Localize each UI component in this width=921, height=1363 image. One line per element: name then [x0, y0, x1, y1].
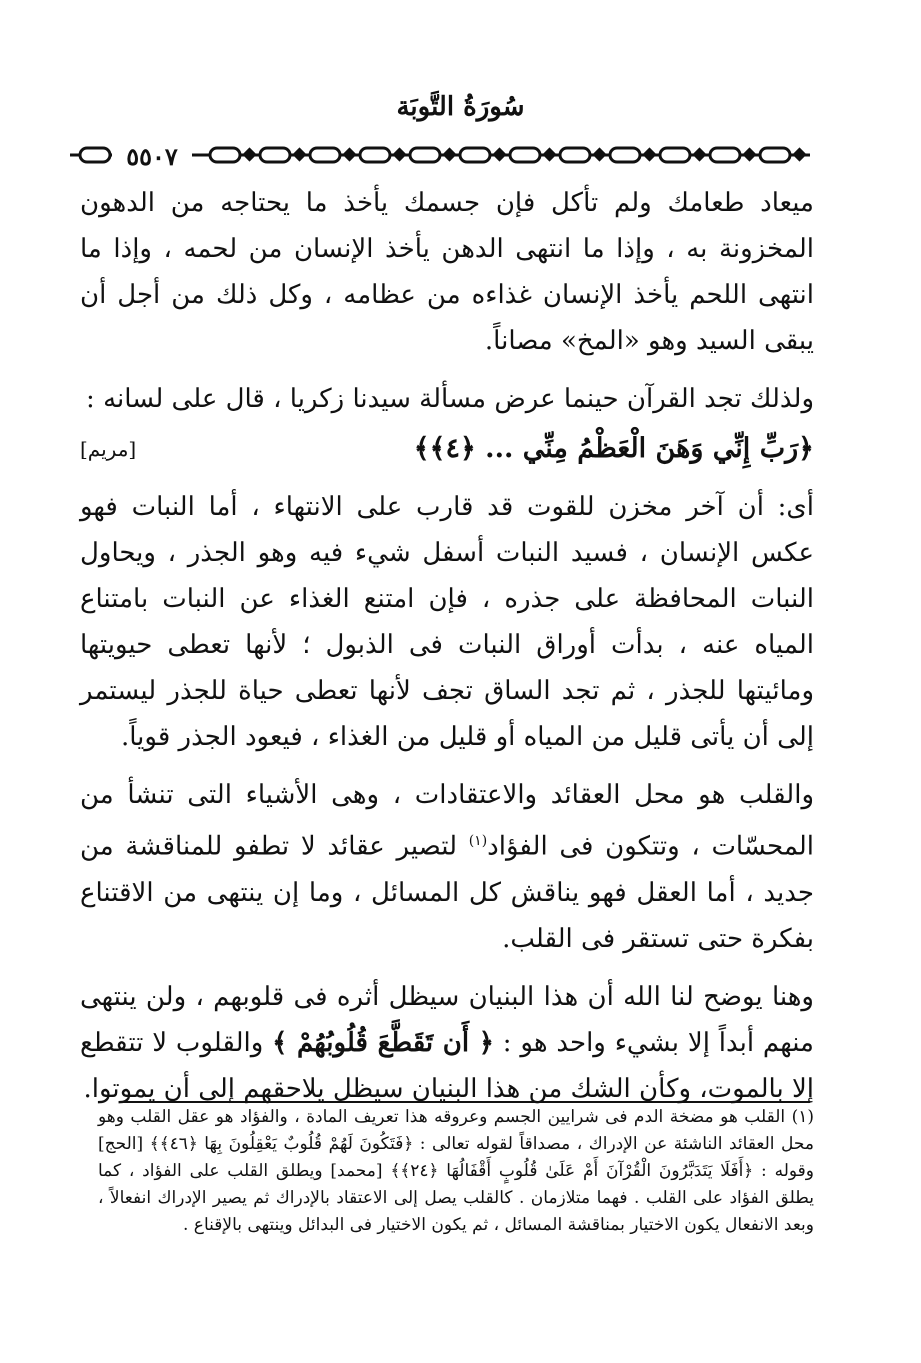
footnote-text: (١) القلب هو مضخة الدم فى شرايين الجسم وعروقه هذا تعريف المادة ، والفؤاد هو عقل القلب وهو محل العقائد الناشئة عن الإدراك ، مصداقاً لقوله تعالى : ﴿فَتَكُونَ لَهُمْ قُلُوبٌ يَعْقِلُونَ بِهَا ﴿٤٦﴾﴾ [الحج] وقوله : ﴿أَفَلَا يَتَدَبَّرُونَ الْقُرْآنَ أَمْ عَلَىٰ قُلُوبٍ أَقْفَالُهَا ﴿٢٤﴾﴾ [محمد] ويطلق القلب على الفؤاد ، كما يطلق الفؤاد على القلب . فهما متلازمان . كالقلب يصل إلى الاعتقاد بالإدراك ثم يصير الإدراك انفعالاً ، وبعد الانفعال يكون الاختيار بمناقشة المسائل ، ثم يكون الاختيار فى البدائل وينتهى بالإقناع .: [98, 1107, 814, 1235]
chain-diamond: [445, 150, 455, 160]
chain-link: [510, 148, 540, 162]
chain-link: [360, 148, 390, 162]
chain-diamond: [795, 150, 805, 160]
surah-title: سُورَةُ التَّوبَة: [396, 92, 525, 122]
chain-diamond: [345, 150, 355, 160]
page-number: ٥٥٠٧: [112, 142, 192, 171]
verse-line: [80, 426, 814, 472]
paragraph-3: أى: أن آخر مخزن للقوت قد قارب على الانتهاء ، أما النبات فهو عكس الإنسان ، فسيد النبات أسفل شيء فيه وهو الجذر ، ويحاول النبات المحافظة على جذره ، فإن امتنع الغذاء عن النبات بامتناع المياه عنه ، بدأت أوراق النبات فى الذبول ؛ لأنها تعطى حيويتها ومائيتها للجذر ، ثم تجد الساق تجف لأنها تعطى حياة للجذر ليستمر إلى أن يأتى قليل من المياه أو قليل من الغذاء ، فيعود الجذر قوياً.: [80, 492, 814, 752]
chain-diamond: [295, 150, 305, 160]
chain-link: [710, 148, 740, 162]
quran-verse: ﴿رَبِّ إِنِّي وَهَنَ الْعَظْمُ مِنِّي ... ﴿٤﴾﴾: [413, 433, 814, 464]
chain-link: [760, 148, 790, 162]
chain-link: [80, 148, 110, 162]
paragraph-1: ميعاد طعامك ولم تأكل فإن جسمك يأخذ ما يحتاجه من الدهون المخزونة به ، وإذا ما انتهى الدهن يأخذ الإنسان من لحمه ، وإذا ما انتهى اللحم يأخذ الإنسان غذاءه من عظامه ، وكل ذلك من أجل أن يبقى السيد وهو «المخ» مصاناً.: [80, 188, 814, 356]
chain-link: [210, 148, 240, 162]
footnote: [98, 1104, 814, 1239]
chain-diamond: [495, 150, 505, 160]
footnote-separator: [120, 1101, 810, 1103]
paragraph-4-start: والقلب هو محل العقائد والاعتقادات ، وهى الأشياء التى تنشأ من المحسّات ، وتتكون فى الفؤاد: [80, 780, 814, 862]
chain-link: [560, 148, 590, 162]
chain-diamond: [695, 150, 705, 160]
chain-diamond: [395, 150, 405, 160]
paragraph-5: [80, 974, 814, 1112]
chain-link: [460, 148, 490, 162]
chain-link: [410, 148, 440, 162]
verse-reference: [مريم]: [80, 437, 137, 461]
chain-diamond: [595, 150, 605, 160]
main-text: [80, 180, 814, 1124]
chain-link: [610, 148, 640, 162]
chain-diamond: [545, 150, 555, 160]
paragraph-4-end: لتصير عقائد لا تطفو للمناقشة من جديد ، أما العقل فهو يناقش كل المسائل ، وما إن ينتهى من الاقتناع بفكرة حتى تستقر فى القلب.: [80, 831, 814, 954]
chain-diamond: [645, 150, 655, 160]
paragraph-5-start: وهنا يوضح لنا الله أن هذا البنيان سيظل أثره فى قلوبهم ، ولن ينتهى منهم أبداً إلا بشيء واحد هو :: [80, 981, 814, 1058]
chain-link: [310, 148, 340, 162]
inline-verse: ﴿ أَن تَقَطَّعَ قُلُوبُهُمْ ﴾: [272, 1027, 494, 1058]
chain-diamond: [745, 150, 755, 160]
footnote-marker: (١): [468, 833, 488, 849]
chain-link: [660, 148, 690, 162]
chain-link: [260, 148, 290, 162]
paragraph-2: ولذلك تجد القرآن حينما عرض مسألة سيدنا زكريا ، قال على لسانه :: [86, 384, 814, 414]
paragraph-5-end: والقلوب لا تتقطع إلا بالموت، وكأن الشك من هذا البنيان سيظل يلاحقهم إلى أن يموتوا.: [80, 1027, 814, 1104]
paragraph-4: [80, 772, 814, 962]
chain-diamond: [245, 150, 255, 160]
